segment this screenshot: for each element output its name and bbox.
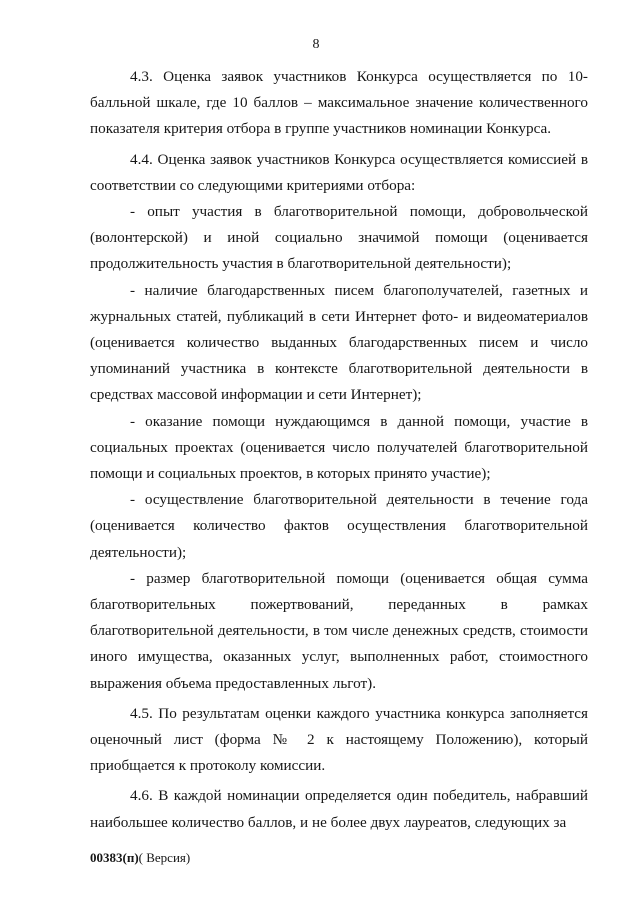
- paragraph-4-6: 4.6. В каждой номинации определяется один победитель, набравший наибольшее количество баллов, и не более двух лауреатов, следующих за: [90, 787, 588, 831]
- paragraph-4-4: 4.4. Оценка заявок участников Конкурса осуществляется комиссией в соответствии со следующими критериями отбора:: [90, 150, 588, 194]
- document-body: [90, 64, 588, 836]
- document-version: ( Версия): [138, 850, 191, 865]
- criterion-assistance-projects: - оказание помощи нуждающимся в данной помощи, участие в социальных проектах (оценивается число получателей благотворительной помощи и социальных проектов, в которых принято участие);: [90, 412, 588, 483]
- criterion-assistance-amount: - размер благотворительной помощи (оценивается общая сумма благотворительных пожертвований, переданных в рамках благотворительной деятельности, в том числе денежных средств, стоимости иного имущества, оказанных услуг, выполненных работ, стоимостного выражения объема предоставленных льгот).: [90, 569, 588, 692]
- page-number: 8: [312, 37, 320, 52]
- criterion-letters-publications: - наличие благодарственных писем благополучателей, газетных и журнальных статей, публикаций в сети Интернет фото- и видеоматериалов (оценивается количество выданных благодарственных писем и число упоминаний участника в контексте благотворительной деятельности в средствах массовой информации и сети Интернет);: [90, 281, 588, 404]
- criterion-experience: - опыт участия в благотворительной помощи, добровольческой (волонтерской) и иной социально значимой помощи (оценивается продолжительность участия в благотворительной деятельности);: [90, 203, 588, 273]
- document-footer: [90, 850, 190, 866]
- criterion-activity-during-year: - осуществление благотворительной деятельности в течение года (оценивается количество фактов осуществления благотворительной деятельности);: [90, 491, 588, 561]
- document-code: 00383(п): [90, 850, 139, 865]
- paragraph-4-3: 4.3. Оценка заявок участников Конкурса осуществляется по 10-балльной шкале, где 10 баллов – максимальное значение количественного показателя критерия отбора в группе участников номинации Конкурса.: [90, 68, 588, 138]
- paragraph-4-5: 4.5. По результатам оценки каждого участника конкурса заполняется оценочный лист (форма № 2 к настоящему Положению), который приобщается к протоколу комиссии.: [90, 704, 588, 775]
